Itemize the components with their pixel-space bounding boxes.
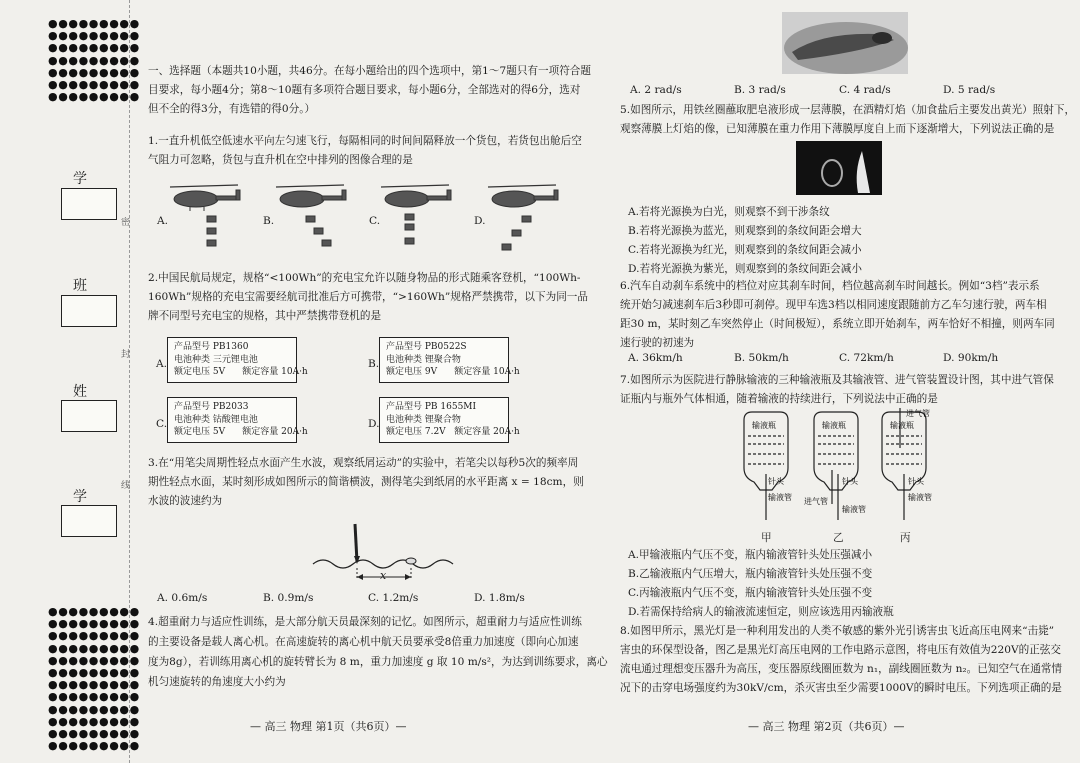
q6-option-a: A. 36km/h <box>628 352 683 364</box>
bottle-1-label: 输液瓶 <box>752 421 776 430</box>
q1-option-c-label: C. <box>369 215 381 227</box>
question-8: 8.如图甲所示，黑光灯是一种利用发出的人类不敏感的紫外光引诱害虫飞近高压电网来“击毙” 害虫的环保型设备，图乙是黑光灯高压电网的工作电路示意图，将电压有效值为220V的正弦交 流电通过理想变压器升为高压，变压器原线圈匝数为 n₁，副线圈匝数为 n₂。已知空气在通常情 况下的击穿电场强度约为30kV/cm，杀灭害虫至少需要1000V的瞬时电压。下列选项正确的是 <box>620 625 1063 694</box>
class-label: 班 <box>73 278 105 294</box>
question-7: 7.如图所示为医院进行静脉输液的三种输液瓶及其输液管、进气管装置设计图，其中进气管保 证瓶内与瓶外气体相通，随着输液的持续进行，下列说法中正确的是 <box>620 374 1054 405</box>
q2-spec-box-b: 产品型号 PB0522S 电池种类 锂聚合物 额定电压 9V 额定容量 10A·h <box>379 337 509 383</box>
question-5-options: A.若将光源换为白光，则观察不到干涉条纹 B.若将光源换为蓝光，则观察到的条纹间距会增大 C.若将光源换为红光，则观察到的条纹间距会减小 D.若将光源换为紫光，则观察到的条纹间距会减小 <box>628 206 862 275</box>
name-field[interactable] <box>61 400 117 432</box>
section-heading: 一、选择题（本题共10小题，共46分。在每小题给出的四个选项中，第1～7题只有一项符合题 目要求，每小题4分；第8～10题有多项符合题目要求，每小题6分，全部选对的得6分，选对 但不全的得3分，有选错的得0分。） <box>148 65 591 115</box>
q1-figure <box>148 178 568 258</box>
soap-film-photo <box>796 141 882 195</box>
q3-option-b: B. 0.9m/s <box>263 592 314 604</box>
q4-option-a: A. 2 rad/s <box>630 84 682 96</box>
question-2: 2.中国民航局规定，规格“<100Wh”的充电宝允许以随身物品的形式随乘客登机，“100Wh- 160Wh”规格的充电宝需要经航司批准后方可携带，“>160Wh”规格严禁携带，以下为同一品 牌不同型号充电宝的规格，其中严禁携带登机的是 <box>148 272 588 322</box>
q4-option-d: D. 5 rad/s <box>943 84 996 96</box>
binding-dots-bottom: ●●●●●●●●● ●●●●●●●●● ●●●●●●●●● ●●●●●●●●● ●●●●●●●●● ●●●●●●●●● ●●●●●●●●● ●●●●●●●●● ●●●●●●●●● ●●●●●●●●● ●●●●●●●●● ●●●●●●●●● <box>48 605 140 753</box>
q4-option-c: C. 4 rad/s <box>839 84 891 96</box>
seal-line <box>129 0 131 763</box>
footer-page-1: — 高三 物理 第1页（共6页）— <box>250 720 407 733</box>
seal-char-mi: 密 <box>121 218 131 228</box>
caption-jia: 甲 <box>761 532 772 544</box>
question-3: 3.在“用笔尖周期性轻点水面产生水波，观察纸屑运动”的实验中，若笔尖以每秒5次的频率周 期性轻点水面，某时刻形成如图所示的简谐横波，测得笔尖到纸屑的水平距离 x = 18cm，则 水波的波速约为 <box>148 457 584 507</box>
centrifuge-photo <box>782 12 908 74</box>
q1-option-d-label: D. <box>474 215 486 227</box>
tube-3-label: 输液管 <box>908 493 932 502</box>
q2-spec-box-a: 产品型号 PB1360 电池种类 三元锂电池 额定电压 5V 额定容量 10A·h <box>167 337 297 383</box>
q1-option-b-label: B. <box>263 215 275 227</box>
q6-option-b: B. 50km/h <box>734 352 789 364</box>
needle-1-label: 针头 <box>768 477 784 486</box>
question-4: 4.超重耐力与适应性训练，是大部分航天员最深刻的记忆。如图所示，超重耐力与适应性训练 的主要设备是载人离心机。在高速旋转的离心机中航天员要承受8倍重力加速度（即向心加速 度为8g），若训练用离心机的旋转臂长为 8 m，重力加速度 g 取 10 m/s²，为达到训练要求，离心 机匀速旋转的角速度大小约为 <box>148 616 608 688</box>
school-label: 学 <box>73 171 105 187</box>
question-5: 5.如图所示，用铁丝圈蘸取肥皂液形成一层薄膜，在酒精灯焰（加食盐后主要发出黄光）照射下， 观察薄膜上灯焰的像，已知薄膜在重力作用下薄膜厚度自上而下逐渐增大，下列说法正确的是 <box>620 104 1076 135</box>
q2-spec-box-c: 产品型号 PB2033 电池种类 钴酸锂电池 额定电压 5V 额定容量 20A·h <box>167 397 297 443</box>
seal-char-xian: 线 <box>121 481 131 491</box>
q2-option-d-label: D. <box>368 418 380 430</box>
bottle-3-label: 输液瓶 <box>890 421 914 430</box>
q3-option-a: A. 0.6m/s <box>157 592 208 604</box>
air-tube-label: 进气管 <box>804 497 828 506</box>
q3-option-d: D. 1.8m/s <box>474 592 525 604</box>
q6-option-d: D. 90km/h <box>943 352 999 364</box>
wave-x-label: x <box>380 569 387 582</box>
needle-3-label: 针头 <box>908 477 924 486</box>
caption-bing: 丙 <box>900 532 911 544</box>
infusion-bottles-figure <box>730 408 950 526</box>
q2-option-c-label: C. <box>156 418 168 430</box>
helicopter-icon-group <box>168 178 568 258</box>
needle-2-label: 针头 <box>842 477 858 486</box>
q2-option-b-label: B. <box>368 358 380 370</box>
bottle-2-label: 输液瓶 <box>822 421 846 430</box>
name-label: 姓 <box>73 384 105 400</box>
question-6: 6.汽车自动刹车系统中的档位对应其刹车时间，档位越高刹车时间越长。例如“3档”表示系 统开始匀减速刹车后3秒即可刹停。现甲车选3档以相同速度跟随前方乙车匀速行驶，两车相 距30 m，某时刻乙车突然停止（时间极短），系统立即开始刹车，两车恰好不相撞，则两车同 速行驶的初速为 <box>620 280 1055 349</box>
student-id-label: 学 <box>73 489 105 505</box>
caption-yi: 乙 <box>833 532 844 544</box>
q2-spec-box-d: 产品型号 PB 1655MI 电池种类 锂聚合物 额定电压 7.2V 额定容量 20A·h <box>379 397 509 443</box>
tube-1-label: 输液管 <box>768 493 792 502</box>
footer-page-2: — 高三 物理 第2页（共6页）— <box>748 720 905 733</box>
student-id-field[interactable] <box>61 505 117 537</box>
seal-char-feng: 封 <box>121 350 131 360</box>
air-tube-label-3: 进气管 <box>906 409 930 418</box>
class-field[interactable] <box>61 295 117 327</box>
school-field[interactable] <box>61 188 117 220</box>
q6-option-c: C. 72km/h <box>839 352 894 364</box>
q4-option-b: B. 3 rad/s <box>734 84 786 96</box>
binding-dots-top: ●●●●●●●●● ●●●●●●●●● ●●●●●●●●● ●●●●●●●●● ●●●●●●●●● ●●●●●●●●● ●●●●●●●●● <box>48 17 140 104</box>
question-7-options: A.甲输液瓶内气压不变，瓶内输液管针头处压强减小 B.乙输液瓶内气压增大，瓶内输液管针头处压强不变 C.丙输液瓶内气压不变，瓶内输液管针头处压强不变 D.若需保持给病人的输液流速恒定，则应该选用丙输液瓶 <box>628 549 894 618</box>
q1-option-a-label: A. <box>157 215 169 227</box>
tube-2-label: 输液管 <box>842 505 866 514</box>
question-1: 1.一直升机低空低速水平向左匀速飞行，每隔相同的时间间隔释放一个货包，若货包出舱后空 气阻力可忽略，货包与直升机在空中排列的图像合理的是 <box>148 135 582 166</box>
q3-option-c: C. 1.2m/s <box>368 592 419 604</box>
q2-option-a-label: A. <box>156 358 168 370</box>
